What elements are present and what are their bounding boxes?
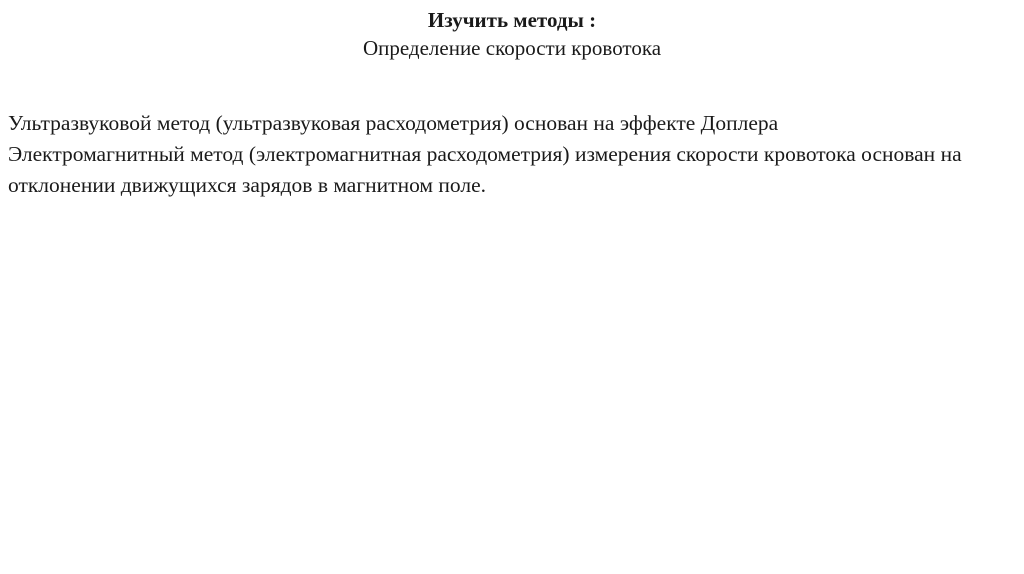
title-block [0,6,1024,62]
paragraph-ultrasound: Ультразвуковой метод (ультразвуковая расходометрия) основан на эффекте Доплера [8,111,779,135]
slide-title: Изучить методы : [427,8,597,32]
slide-body [8,108,1008,201]
paragraph-electromagnetic: Электромагнитный метод (электромагнитная расходометрия) измерения скорости кровотока основан на отклонении движущихся зарядов в магнитном поле. [8,142,962,197]
slide-subtitle: Определение скорости кровотока [362,36,662,60]
